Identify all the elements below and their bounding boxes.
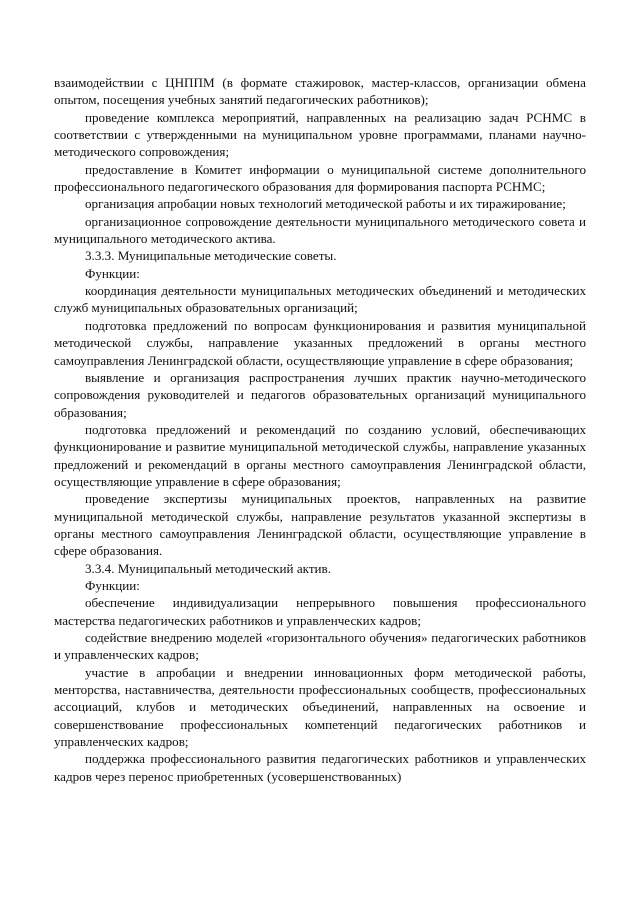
functions-label: Функции:	[85, 265, 140, 281]
paragraph-best-practices: выявление и организация распространения лучших практик научно-методического сопровождения руководителей и педагогов образовательных организаций муниципального образования;	[54, 369, 586, 420]
paragraph-innovative-forms: участие в апробации и внедрении инновационных форм методической работы, менторства, наставничества, деятельности профессиональных сообществ, профессиональных ассоциаций, клубов и методических объединений, направленных на освоение и совершенствование профессиональных компетенций педагогических работников и управленческих кадров;	[54, 664, 586, 750]
paragraph-horizontal-learning: содействие внедрению моделей «горизонтального обучения» педагогических работников и управленческих кадров;	[54, 630, 586, 663]
paragraph-coordination: координация деятельности муниципальных методических объединений и методических служб муниципальных образовательных организаций;	[54, 283, 586, 316]
paragraph-professional-development: поддержка профессионального развития педагогических работников и управленческих кадров через перенос приобретенных (усовершенствованных)	[54, 751, 586, 784]
paragraph-committee-information: предоставление в Комитет информации о муниципальной системе дополнительного профессионального педагогического образования для формирования паспорта РСНМС;	[54, 161, 586, 195]
functions-label-2: Функции:	[85, 577, 140, 593]
document-page	[54, 74, 586, 785]
paragraph-recommendations: подготовка предложений и рекомендаций по созданию условий, обеспечивающих функционирование и развитие муниципальной методической службы, направление указанных предложений и рекомендаций в органы местного самоуправления Ленинградской области, осуществляющие управление в сфере образования;	[54, 421, 586, 489]
paragraph-organizational-support: организационное сопровождение деятельности муниципального методического совета и муниципального методического актива.	[54, 213, 586, 247]
paragraph-technology-approbation: организация апробации новых технологий методической работы и их тиражирование;	[85, 196, 566, 212]
paragraph-proposals-preparation: подготовка предложений по вопросам функционирования и развития муниципальной методической службы, направление указанных предложений в органы местного самоуправления Ленинградской области, осуществляющие управление в сфере образования;	[54, 317, 586, 368]
paragraph-project-expertise: проведение экспертизы муниципальных проектов, направленных на развитие муниципальной методической службы, направление результатов указанной экспертизы в органы местного самоуправления Ленинградской области, осуществляющие управление в сфере образования.	[54, 491, 586, 559]
paragraph-individualization: обеспечение индивидуализации непрерывного повышения профессионального мастерства педагогических работников и управленческих кадров;	[54, 595, 586, 628]
paragraph-rsnms-measures: проведение комплекса мероприятий, направленных на реализацию задач РСНМС в соответствии с утвержденными на муниципальном уровне программами, планами научно-методического сопровождения;	[54, 109, 586, 160]
section-heading-3-3-4: 3.3.4. Муниципальный методический актив.	[85, 560, 332, 576]
paragraph-interaction-cnppm: взаимодействии с ЦНППМ (в формате стажировок, мастер-классов, организации обмена опытом, посещения учебных занятий педагогических работников);	[54, 75, 586, 108]
section-heading-3-3-3: 3.3.3. Муниципальные методические советы.	[85, 248, 337, 264]
